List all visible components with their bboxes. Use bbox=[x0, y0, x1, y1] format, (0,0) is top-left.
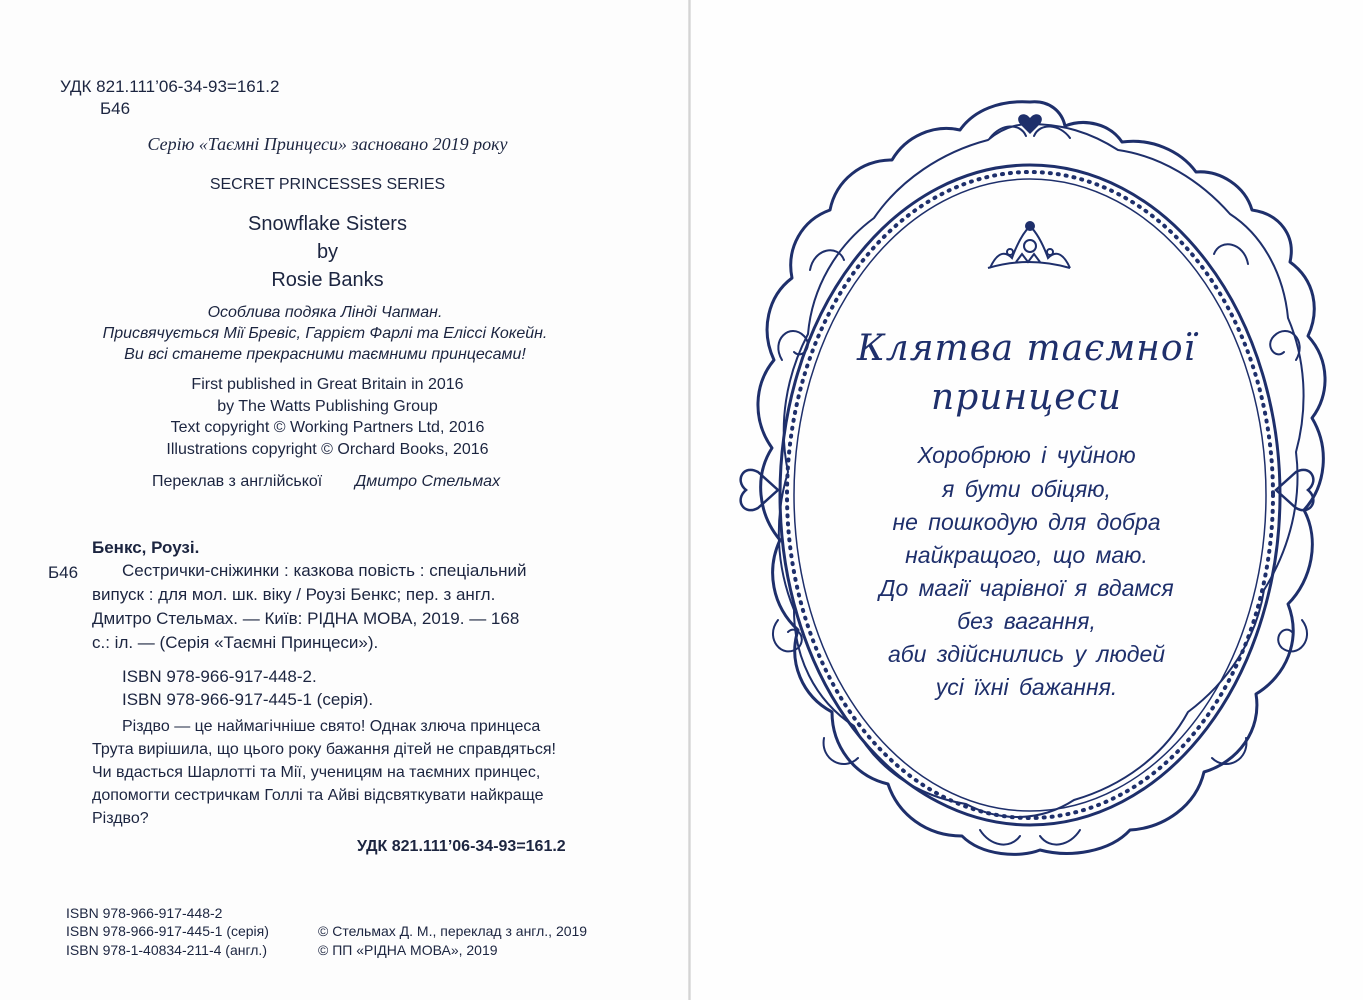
dedication-line: Особлива подяка Лінді Чапман. bbox=[207, 304, 443, 321]
catalog-isbn: ISBN 978-966-917-445-1 (серія). bbox=[122, 690, 374, 709]
annotation-line: Трута вирішила, що цього року бажання дітей не справдяться! bbox=[92, 741, 556, 758]
publishing-line: by The Watts Publishing Group bbox=[217, 398, 438, 415]
catalog-author: Бенкс, Роузі. bbox=[92, 538, 200, 557]
oath-line: не пошкодую для добра bbox=[892, 509, 1161, 535]
oath-line: без вагання, bbox=[957, 608, 1096, 634]
catalog-line: випуск : для мол. шк. віку / Роузі Бенкс; пер. з англ. bbox=[92, 585, 496, 604]
series-founded: Серію «Таємні Принцеси» засновано 2019 року bbox=[147, 134, 508, 154]
annotation-line: Різдво? bbox=[92, 810, 149, 827]
oath-line: аби здійснились у людей bbox=[887, 641, 1166, 667]
oath-line: До магії чарівної я вдамся bbox=[879, 575, 1174, 601]
catalog-line: Сестрички-сніжинки : казкова повість : спеціальний bbox=[122, 561, 527, 580]
isbn-footer: ISBN 978-1-40834-211-4 (англ.) bbox=[66, 942, 267, 958]
catalog-line: Дмитро Стельмах. — Київ: РІДНА МОВА, 2019. — 168 bbox=[92, 609, 520, 628]
dedication-line: Ви всі станете прекрасними таємними принцесами! bbox=[124, 346, 526, 363]
udk-bottom: УДК 821.111’06-34-93=161.2 bbox=[357, 838, 566, 855]
copyright-footer: © ПП «РІДНА МОВА», 2019 bbox=[318, 942, 498, 958]
udk-top: УДК 821.111’06-34-93=161.2 bbox=[60, 77, 280, 96]
book-title-en: Snowflake Sisters bbox=[248, 213, 407, 235]
by-label: by bbox=[316, 241, 339, 263]
oath-line: я бути обіцяю, bbox=[942, 476, 1111, 502]
annotation-line: Різдво — це наймагічніше свято! Однак злюча принцеса bbox=[122, 718, 541, 735]
catalog-code: Б46 bbox=[48, 563, 79, 582]
oath-line: Хоробрюю і чуйною bbox=[917, 442, 1136, 468]
publishing-line: Illustrations copyright © Orchard Books, 2016 bbox=[166, 441, 489, 458]
oath-line: усі їхні бажання. bbox=[935, 674, 1118, 700]
annotation-line: Чи вдасться Шарлотті та Мії, ученицям на таємних принцес, bbox=[92, 764, 541, 781]
oath-title: принцеси bbox=[931, 377, 1122, 418]
author-en: Rosie Banks bbox=[271, 269, 384, 291]
oath-line: найкращого, що маю. bbox=[905, 542, 1148, 568]
code-top: Б46 bbox=[100, 99, 131, 118]
oath-title: Клятва таємної bbox=[856, 328, 1197, 369]
publishing-line: First published in Great Britain in 2016 bbox=[191, 376, 464, 393]
series-en: SECRET PRINCESSES SERIES bbox=[209, 176, 446, 193]
isbn-footer: ISBN 978-966-917-445-1 (серія) bbox=[66, 923, 269, 939]
catalog-isbn: ISBN 978-966-917-448-2. bbox=[122, 667, 317, 686]
publishing-line: Text copyright © Working Partners Ltd, 2016 bbox=[170, 419, 485, 436]
translation-label: Переклав з англійської bbox=[152, 473, 323, 490]
catalog-line: с.: іл. — (Серія «Таємні Принцеси»). bbox=[92, 633, 379, 652]
translator-name: Дмитро Стельмах bbox=[355, 473, 501, 490]
isbn-footer: ISBN 978-966-917-448-2 bbox=[66, 905, 223, 921]
tiara-icon bbox=[988, 222, 1070, 268]
copyright-footer: © Стельмах Д. М., переклад з англ., 2019 bbox=[318, 923, 588, 939]
dedication-line: Присвячується Мії Бревіс, Гаррієт Фарлі та Еліссі Кокейн. bbox=[102, 325, 548, 342]
annotation-line: допомогти сестричкам Голлі та Айві відсвяткувати найкраще bbox=[92, 787, 544, 804]
